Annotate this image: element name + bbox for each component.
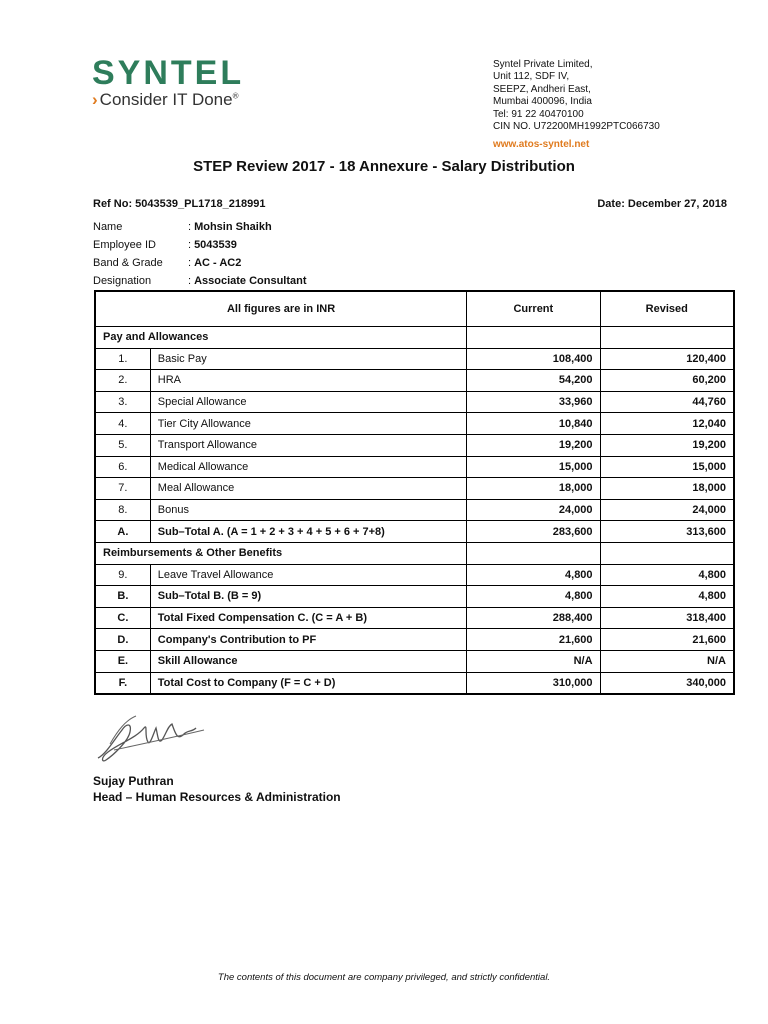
employee-info-label: Name: [93, 221, 123, 233]
signature-image: [92, 710, 212, 772]
table-row: [95, 650, 734, 672]
row-description: Sub–Total A. (A = 1 + 2 + 3 + 4 + 5 + 6 + 7+8): [150, 521, 466, 543]
table-header-row: [95, 291, 734, 327]
row-revised-value: 19,200: [600, 434, 734, 456]
reimbursement-rows: [95, 564, 734, 694]
row-revised-value: 60,200: [600, 370, 734, 392]
row-revised-value: 18,000: [600, 478, 734, 500]
employee-name: Mohsin Shaikh: [194, 221, 272, 233]
row-current-value: 18,000: [467, 478, 600, 500]
row-current-value: 33,960: [467, 391, 600, 413]
employee-info-label: Employee ID: [93, 239, 156, 251]
logo-tagline-text: Consider IT Done: [99, 90, 233, 109]
signatory-block: [93, 773, 341, 805]
row-current-value: 10,840: [467, 413, 600, 435]
row-revised-value: 44,760: [600, 391, 734, 413]
row-revised-value: N/A: [600, 650, 734, 672]
row-description: Meal Allowance: [150, 478, 466, 500]
row-number: D.: [95, 629, 150, 651]
row-revised-value: 4,800: [600, 564, 734, 586]
row-description: Leave Travel Allowance: [150, 564, 466, 586]
row-current-value: 283,600: [467, 521, 600, 543]
logo-wordmark: SYNTEL: [92, 54, 245, 92]
table-row: [95, 521, 734, 543]
header-revised: Revised: [600, 291, 734, 327]
address-line: Tel: 91 22 40470100: [493, 108, 584, 120]
row-revised-value: 4,800: [600, 586, 734, 608]
row-number: F.: [95, 672, 150, 694]
employee-band-grade: AC - AC2: [194, 257, 242, 269]
row-current-value: 19,200: [467, 434, 600, 456]
employee-id: 5043539: [194, 239, 237, 251]
row-number: 5.: [95, 434, 150, 456]
table-row: [95, 370, 734, 392]
row-number: 4.: [95, 413, 150, 435]
employee-info-label: Designation: [93, 275, 152, 287]
table-row: [95, 434, 734, 456]
employee-info-label: Band & Grade: [93, 257, 163, 269]
row-revised-value: 12,040: [600, 413, 734, 435]
confidentiality-footer: The contents of this document are company privileged, and strictly confidential.: [217, 972, 551, 983]
section-row: [95, 327, 734, 349]
row-revised-value: 15,000: [600, 456, 734, 478]
table-row: [95, 499, 734, 521]
header-current: Current: [467, 291, 600, 327]
row-current-value: 24,000: [467, 499, 600, 521]
table-row: [95, 607, 734, 629]
row-number: 8.: [95, 499, 150, 521]
row-number: 3.: [95, 391, 150, 413]
company-website-link[interactable]: www.atos-syntel.net: [493, 139, 590, 151]
row-description: Total Fixed Compensation C. (C = A + B): [150, 607, 466, 629]
row-number: 9.: [95, 564, 150, 586]
empty-cell: [600, 542, 734, 564]
employee-info-value: : Associate Consultant: [188, 275, 307, 287]
table-row: [95, 413, 734, 435]
logo-tagline: [92, 90, 244, 110]
employee-info-value: : 5043539: [188, 239, 237, 251]
row-number: 7.: [95, 478, 150, 500]
employee-info-row: [93, 272, 307, 290]
chevron-right-icon: ›: [92, 90, 98, 109]
row-current-value: 288,400: [467, 607, 600, 629]
table-row: [95, 348, 734, 370]
row-description: Total Cost to Company (F = C + D): [150, 672, 466, 694]
row-description: Transport Allowance: [150, 434, 466, 456]
row-revised-value: 120,400: [600, 348, 734, 370]
table-row: [95, 478, 734, 500]
employee-info-value: : AC - AC2: [188, 257, 242, 269]
row-number: C.: [95, 607, 150, 629]
row-description: Medical Allowance: [150, 456, 466, 478]
address-line: CIN NO. U72200MH1992PTC066730: [493, 121, 660, 133]
pay-rows: [95, 348, 734, 542]
header-figures: All figures are in INR: [95, 291, 467, 327]
row-revised-value: 21,600: [600, 629, 734, 651]
address-line: Syntel Private Limited,: [493, 59, 593, 70]
row-number: 2.: [95, 370, 150, 392]
salary-table: [94, 290, 735, 695]
row-current-value: N/A: [467, 650, 600, 672]
address-line: SEEPZ, Andheri East,: [493, 83, 591, 95]
row-description: Special Allowance: [150, 391, 466, 413]
employee-info-row: [93, 236, 307, 254]
reference-number: Ref No: 5043539_PL1718_218991: [93, 198, 266, 210]
table-row: [95, 672, 734, 694]
row-current-value: 21,600: [467, 629, 600, 651]
employee-info-value: : Mohsin Shaikh: [188, 221, 272, 233]
signatory-name: Sujay Puthran: [93, 774, 174, 788]
employee-designation: Associate Consultant: [194, 275, 307, 287]
address-line: Unit 112, SDF IV,: [493, 71, 570, 83]
row-description: Tier City Allowance: [150, 413, 466, 435]
row-number: B.: [95, 586, 150, 608]
section-reimb-title: Reimbursements & Other Benefits: [95, 542, 467, 564]
row-description: Company's Contribution to PF: [150, 629, 466, 651]
table-row: [95, 564, 734, 586]
row-current-value: 15,000: [467, 456, 600, 478]
registered-mark: ®: [232, 91, 239, 101]
company-logo: [92, 54, 245, 110]
employee-info-row: [93, 218, 307, 236]
row-number: 6.: [95, 456, 150, 478]
section-pay-title: Pay and Allowances: [95, 327, 467, 349]
table-row: [95, 456, 734, 478]
row-current-value: 4,800: [467, 564, 600, 586]
table-row: [95, 629, 734, 651]
row-description: Bonus: [150, 499, 466, 521]
employee-info-row: [93, 254, 307, 272]
empty-cell: [467, 542, 600, 564]
row-number: E.: [95, 650, 150, 672]
employee-info: [93, 218, 307, 290]
row-current-value: 310,000: [467, 672, 600, 694]
row-description: Sub–Total B. (B = 9): [150, 586, 466, 608]
table-row: [95, 586, 734, 608]
company-address: [493, 59, 660, 152]
document-title: STEP Review 2017 - 18 Annexure - Salary Distribution: [193, 158, 575, 175]
row-revised-value: 340,000: [600, 672, 734, 694]
empty-cell: [467, 327, 600, 349]
empty-cell: [600, 327, 734, 349]
row-description: Basic Pay: [150, 348, 466, 370]
signatory-title: Head – Human Resources & Administration: [93, 790, 341, 804]
address-line: Mumbai 400096, India: [493, 96, 592, 108]
row-revised-value: 318,400: [600, 607, 734, 629]
section-row: [95, 542, 734, 564]
row-revised-value: 24,000: [600, 499, 734, 521]
document-date: Date: December 27, 2018: [597, 198, 727, 210]
row-current-value: 54,200: [467, 370, 600, 392]
table-row: [95, 391, 734, 413]
reference-row: [93, 198, 727, 210]
row-number: 1.: [95, 348, 150, 370]
row-current-value: 4,800: [467, 586, 600, 608]
row-current-value: 108,400: [467, 348, 600, 370]
row-number: A.: [95, 521, 150, 543]
row-description: HRA: [150, 370, 466, 392]
row-description: Skill Allowance: [150, 650, 466, 672]
row-revised-value: 313,600: [600, 521, 734, 543]
